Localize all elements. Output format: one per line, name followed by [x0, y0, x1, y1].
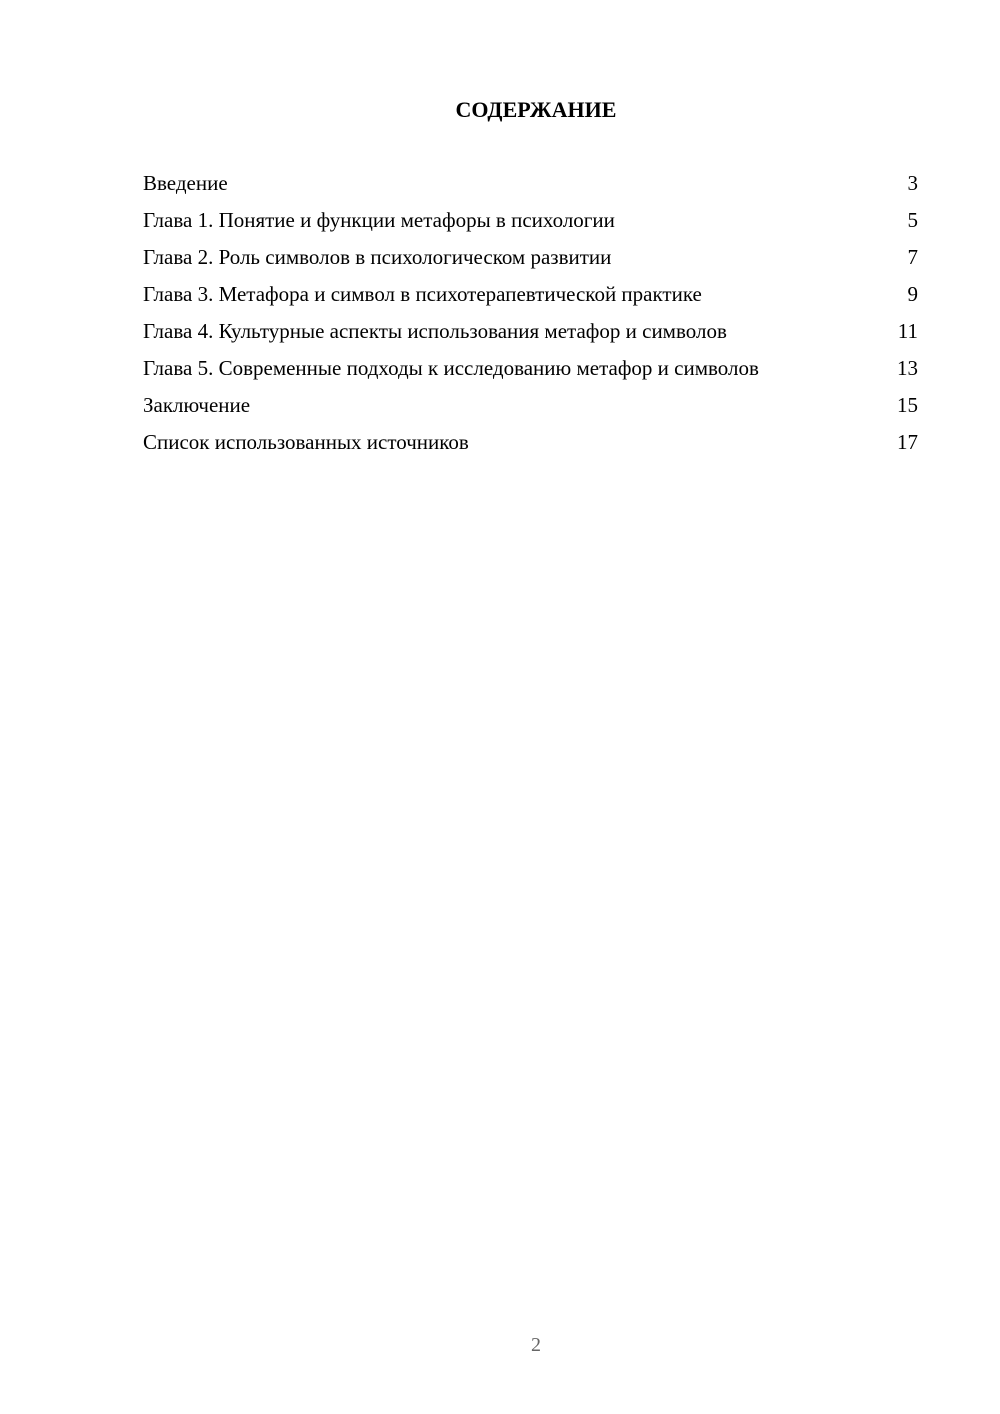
toc-entry-page: 11 [897, 319, 918, 343]
toc-entry-title: Глава 1. Понятие и функции метафоры в психологии [143, 208, 615, 232]
toc-entry[interactable] [143, 170, 918, 196]
toc-entry-title: Глава 2. Роль символов в психологическом развитии [143, 245, 612, 269]
toc-entry-page: 7 [907, 245, 918, 269]
toc-entry-title: Глава 4. Культурные аспекты использования метафор и символов [143, 319, 727, 343]
toc-entry[interactable] [143, 355, 918, 381]
toc-entry-page: 3 [907, 171, 918, 195]
toc-entry[interactable] [143, 429, 918, 455]
toc-entry[interactable] [143, 318, 918, 344]
page-number: 2 [531, 1334, 541, 1356]
toc-entry-title: Заключение [143, 393, 251, 417]
toc-entry-title: Список использованных источников [143, 430, 469, 454]
toc-entry[interactable] [143, 392, 918, 418]
toc-entry-page: 15 [897, 393, 918, 417]
toc-entry[interactable] [143, 207, 918, 233]
toc-entry-title: Глава 3. Метафора и символ в психотерапевтической практике [143, 282, 702, 306]
toc-entry[interactable] [143, 281, 918, 307]
toc-entry-title: Глава 5. Современные подходы к исследованию метафор и символов [143, 356, 759, 380]
toc-title-container [143, 96, 918, 124]
toc-entry[interactable] [143, 244, 918, 270]
table-of-contents [143, 170, 918, 466]
toc-entry-page: 17 [897, 430, 918, 454]
toc-entry-title: Введение [143, 171, 228, 195]
toc-entry-page: 5 [907, 208, 918, 232]
toc-entry-page: 13 [897, 356, 918, 380]
toc-title: СОДЕРЖАНИЕ [455, 97, 617, 122]
toc-entry-page: 9 [907, 282, 918, 306]
